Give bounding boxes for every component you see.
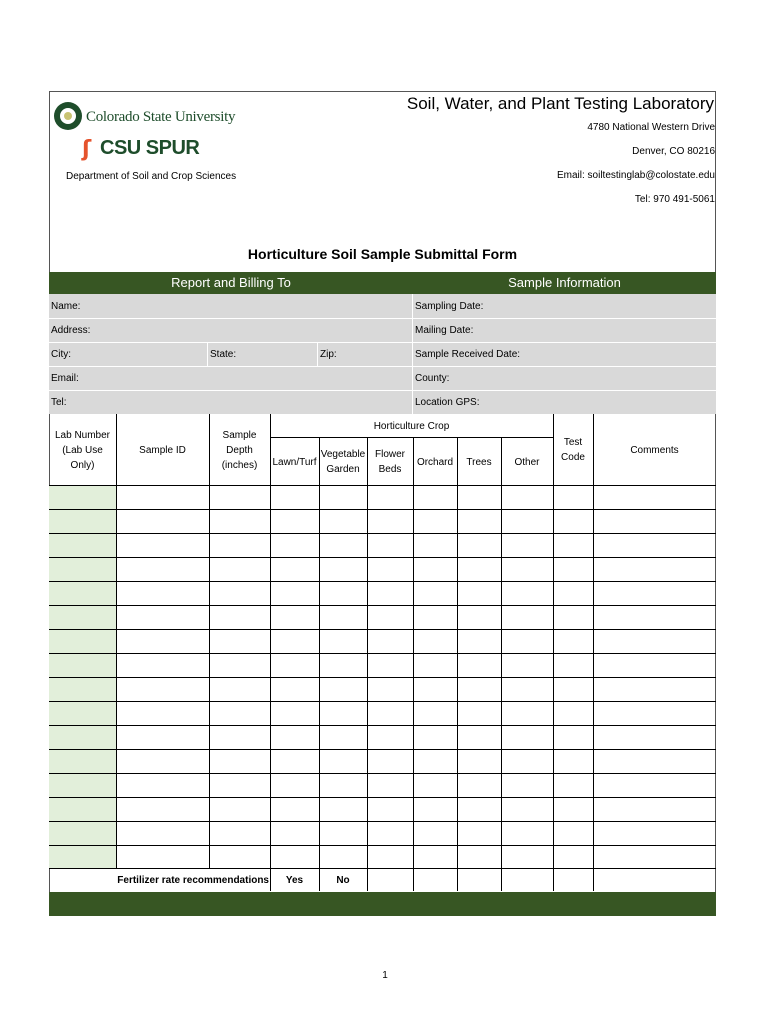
state-field[interactable]: State: [210,349,237,360]
horticulture-crop-group: Horticulture Crop [373,420,450,432]
col-orchard: Orchard [416,456,454,468]
address-line1: 4780 National Western Drive [587,122,715,133]
lab-email: Email: soiltestinglab@colostate.edu [556,170,715,181]
county-field[interactable]: County: [415,373,450,384]
gps-field[interactable]: Location GPS: [415,397,480,408]
spur-mark-icon: ʃ [82,137,92,162]
name-field[interactable]: Name: [51,301,81,312]
lab-phone: Tel: 970 491-5061 [634,194,715,205]
form-title: Horticulture Soil Sample Submittal Form [247,246,518,262]
department-name: Department of Soil and Crop Sciences [66,171,237,182]
col-sample-id: Sample ID [139,444,186,456]
address-field[interactable]: Address: [51,325,91,336]
city-field[interactable]: City: [51,349,71,360]
col-other: Other [514,456,540,468]
fertilizer-label: Fertilizer rate recommendations [117,875,269,886]
sampling-date-field[interactable]: Sampling Date: [415,301,484,312]
col-trees: Trees [466,456,492,468]
col-lab-number: Lab Number (Lab Use Only) [54,429,111,471]
section-sample-info: Sample Information [413,272,716,294]
section-report-billing: Report and Billing To [49,272,413,294]
col-test-code: Test Code [561,437,585,463]
fertilizer-yes-option[interactable]: Yes [285,875,304,886]
col-vegetable-garden: Vegetable Garden [320,449,366,475]
col-sample-depth: Sample Depth (inches) [221,429,258,471]
info-fields-area [49,294,716,414]
spur-logo-text: CSU SPUR [100,137,200,159]
footer-band [49,892,716,916]
col-lawn-turf: Lawn/Turf [272,456,317,468]
col-comments: Comments [630,444,679,456]
mailing-date-field[interactable]: Mailing Date: [415,325,474,336]
col-flower-beds: Flower Beds [374,449,405,475]
fertilizer-no-option[interactable]: No [336,875,350,886]
page-number: 1 [382,970,388,981]
email-field[interactable]: Email: [51,373,79,384]
csu-logo-text: Colorado State University [86,109,236,125]
address-line2: Denver, CO 80216 [632,146,715,157]
tel-field[interactable]: Tel: [51,397,67,408]
lab-title: Soil, Water, and Plant Testing Laboratory [406,94,714,113]
received-date-field[interactable]: Sample Received Date: [415,349,521,360]
zip-field[interactable]: Zip: [320,349,337,360]
